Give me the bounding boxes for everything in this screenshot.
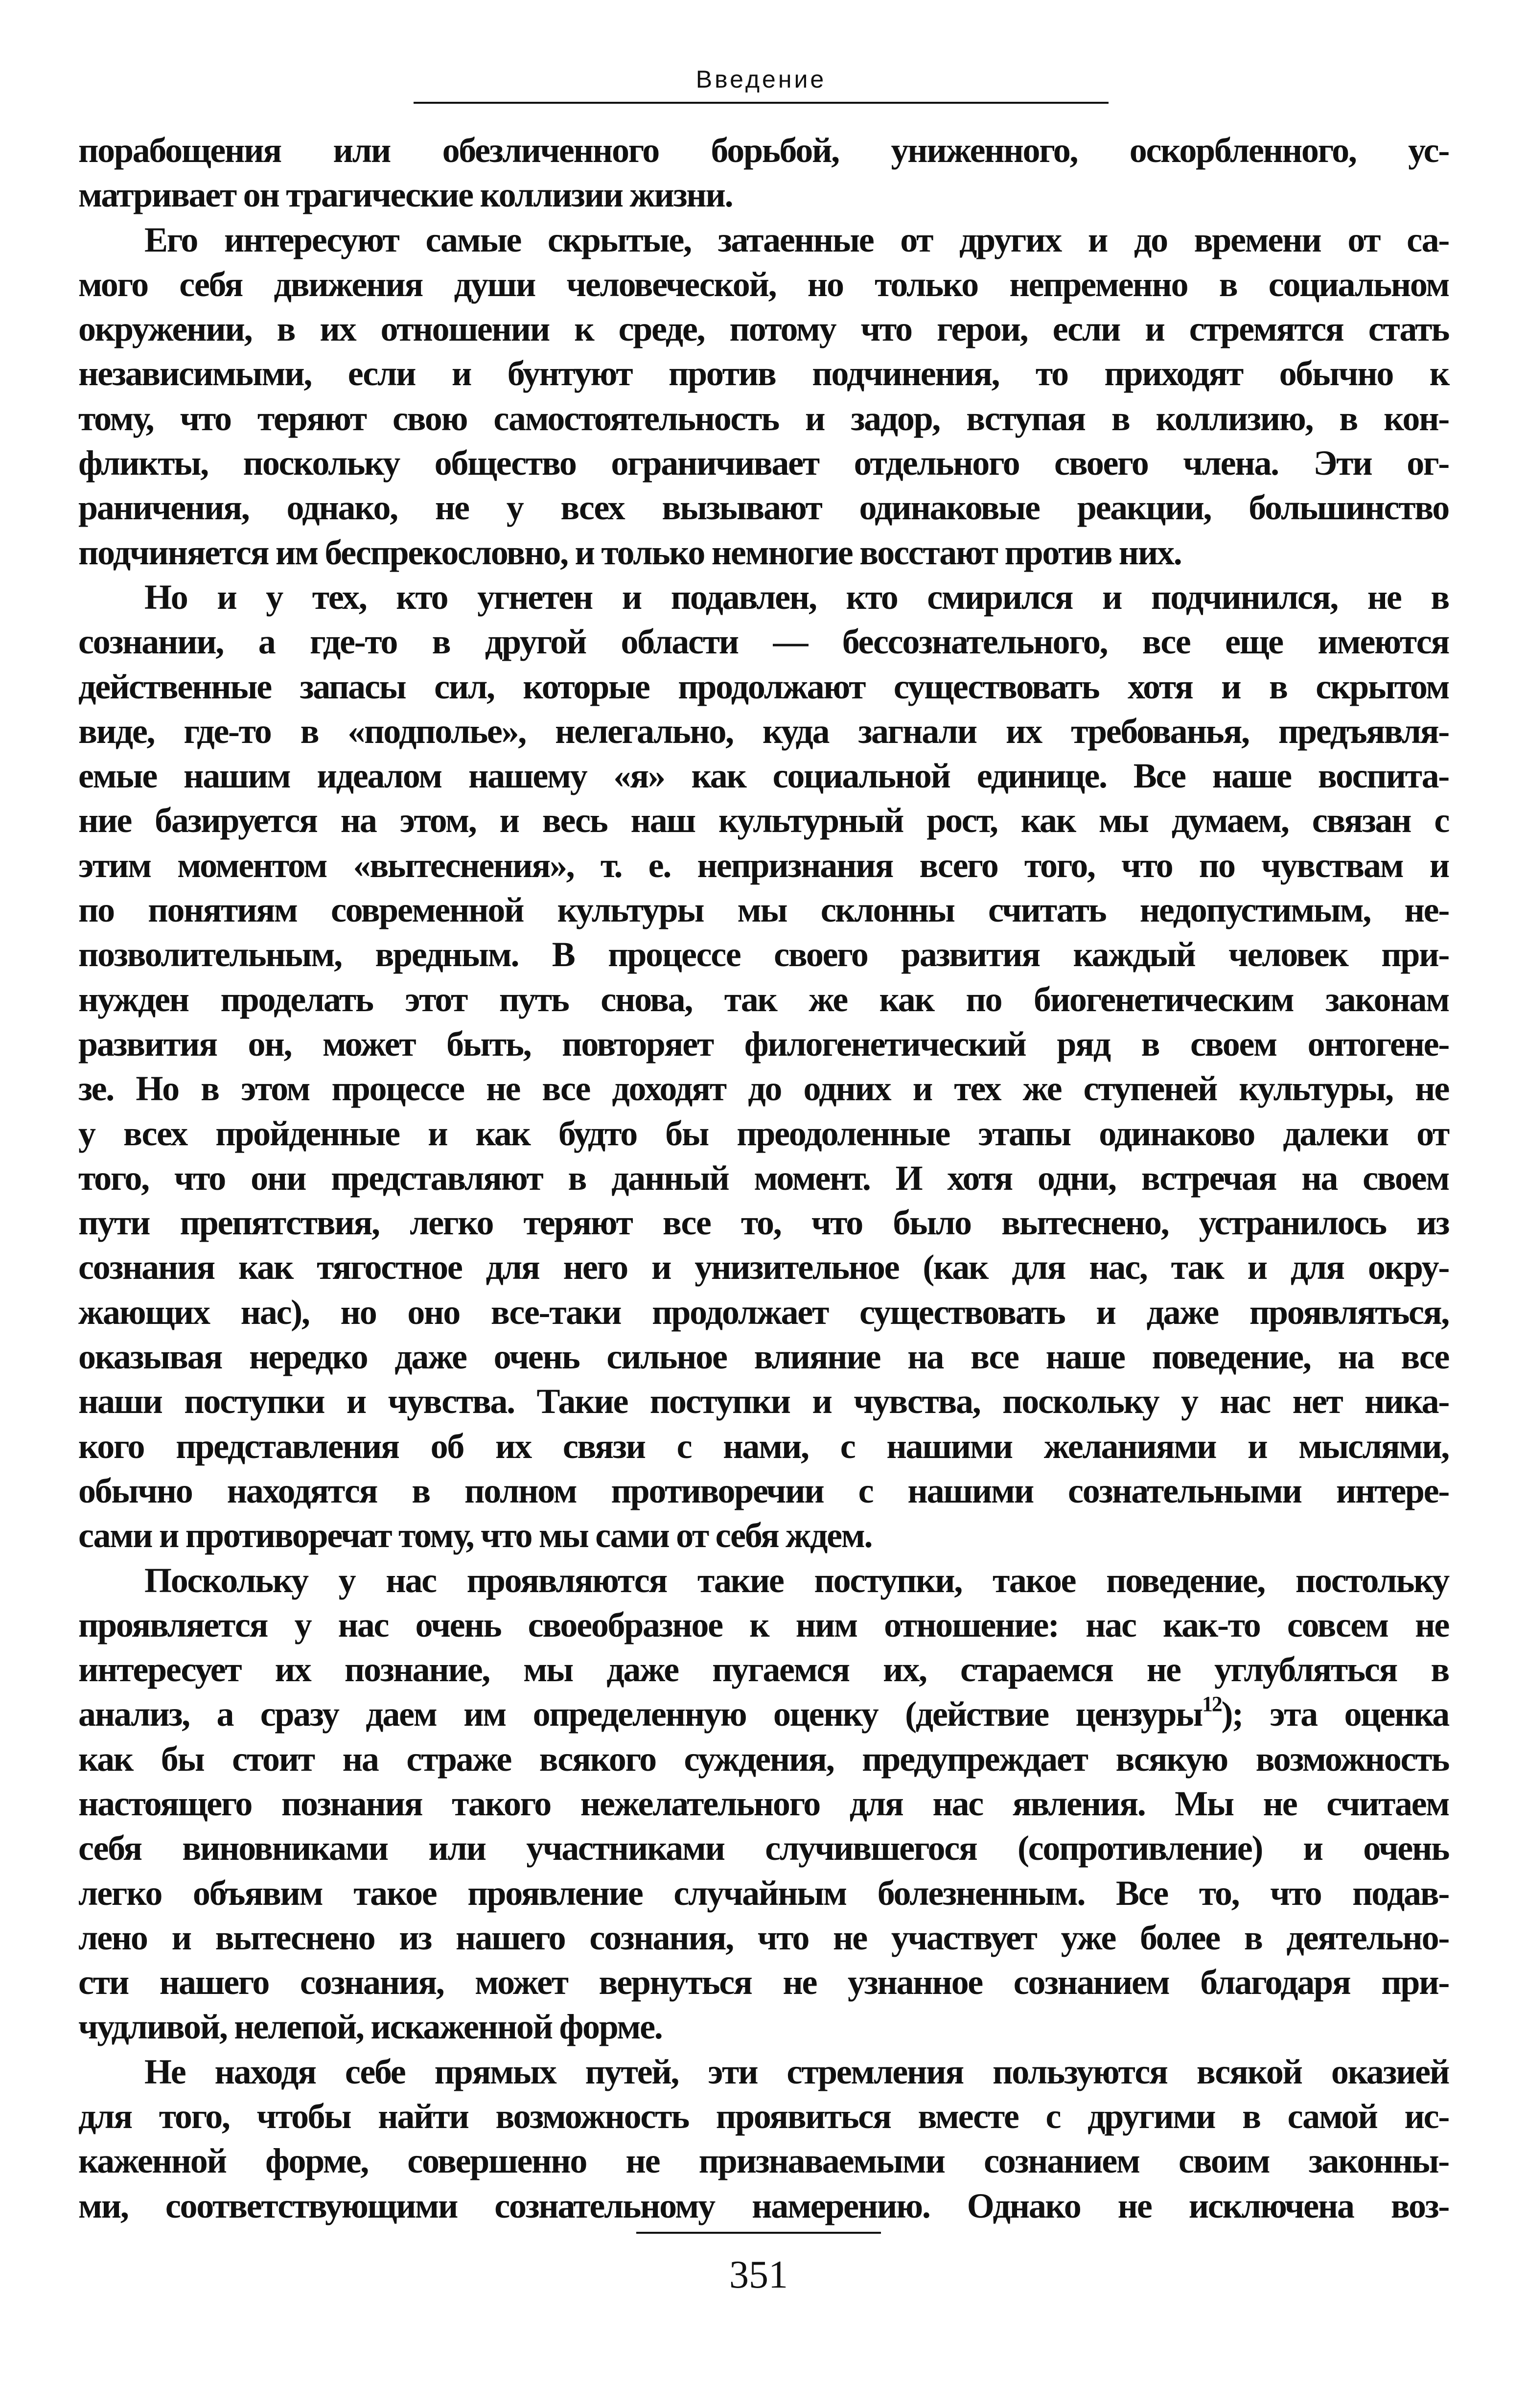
- paragraph-line: виде, где-то в «подполье», нелегально, куда загнали их требованья, предъявля-: [78, 711, 1449, 751]
- paragraph-line: действенные запасы сил, которые продолжают существовать хотя и в скрытом: [78, 667, 1449, 706]
- paragraph-line: сами и противоречат тому, что мы сами от себя ждем.: [78, 1516, 872, 1555]
- paragraph-line: подчиняется им беспрекословно, и только немногие восстают против них.: [78, 533, 1181, 572]
- paragraph-line: жающих нас), но оно все-таки продолжает существовать и даже проявляться,: [78, 1292, 1449, 1332]
- paragraph-line: ние базируется на этом, и весь наш культурный рост, как мы думаем, связан с: [78, 801, 1449, 840]
- paragraph-line: того, что они представляют в данный момент. И хотя одни, встречая на своем: [78, 1158, 1449, 1198]
- paragraph-line: фликты, поскольку общество ограничивает отдельного своего члена. Эти ог-: [78, 443, 1449, 483]
- page-number: 351: [729, 2253, 788, 2296]
- paragraph-line: окружении, в их отношении к среде, потому что герои, если и стремятся стать: [78, 309, 1449, 349]
- paragraph-line: независимыми, если и бунтуют против подчинения, то приходят обычно к: [78, 354, 1449, 394]
- paragraph-line: сознании, а где-то в другой области — бессознательного, все еще имеются: [78, 622, 1449, 662]
- line-text: анализ, а сразу даем им определенную оценку (действие цензуры: [78, 1694, 1203, 1734]
- running-head: Введение: [695, 66, 827, 93]
- paragraph-line: сти нашего сознания, может вернуться не узнанное сознанием благодаря при-: [78, 1963, 1449, 2002]
- paragraph-line: развития он, может быть, повторяет филогенетический ряд в своем онтогене-: [78, 1024, 1449, 1064]
- paragraph-line: как бы стоит на страже всякого суждения, предупреждает всякую возможность: [78, 1739, 1449, 1779]
- paragraph-line: порабощения или обезличенного борьбой, униженного, оскорбленного, ус-: [78, 131, 1449, 170]
- paragraph-line: раничения, однако, не у всех вызывают одинаковые реакции, большинство: [78, 488, 1449, 528]
- paragraph-line: мого себя движения души человеческой, но только непременно в социальном: [78, 264, 1449, 304]
- paragraph-line: чудливой, нелепой, искаженной форме.: [78, 2007, 662, 2047]
- paragraph-line: позволительным, вредным. В процессе своего развития каждый человек при-: [78, 935, 1449, 974]
- paragraph-line: нужден проделать этот путь снова, так же как по биогенетическим законам: [78, 979, 1449, 1019]
- paragraph-line: у всех пройденные и как будто бы преодоленные этапы одинаково далеки от: [78, 1113, 1449, 1153]
- paragraph-line: интересует их познание, мы даже пугаемся их, стараемся не углубляться в: [78, 1650, 1449, 1690]
- paragraph-line: Не находя себе прямых путей, эти стремления пользуются всякой оказией: [144, 2052, 1449, 2091]
- paragraph-line: тому, что теряют свою самостоятельность и задор, вступая в коллизию, в кон-: [78, 398, 1449, 438]
- header-rule: [414, 102, 1109, 104]
- paragraph-line: пути препятствия, легко теряют все то, что было вытеснено, устранилось из: [78, 1203, 1449, 1243]
- paragraph-line: этим моментом «вытеснения», т. е. непризнания всего того, что по чувствам и: [78, 845, 1449, 885]
- paragraph-line: настоящего познания такого нежелательного для нас явления. Мы не считаем: [78, 1783, 1449, 1823]
- paragraph-line: емые нашим идеалом нашему «я» как социальной единице. Все наше воспита-: [78, 756, 1449, 796]
- footer-rule: [636, 2232, 881, 2234]
- paragraph-line: легко объявим такое проявление случайным болезненным. Все то, что подав-: [78, 1873, 1449, 1913]
- paragraph-line: обычно находятся в полном противоречии с нашими сознательными интере-: [78, 1471, 1449, 1510]
- paragraph-line: ми, соответствующими сознательному намерению. Однако не исключена воз-: [78, 2186, 1449, 2225]
- paragraph-line: матривает он трагические коллизии жизни.: [78, 175, 733, 215]
- paragraph-line: кого представления об их связи с нами, с нашими желаниями и мыслями,: [78, 1426, 1449, 1466]
- paragraph-line: Поскольку у нас проявляются такие поступки, такое поведение, постольку: [144, 1560, 1449, 1600]
- paragraph-line: проявляется у нас очень своеобразное к ним отношение: нас как-то совсем не: [78, 1605, 1449, 1644]
- line-text-tail: ); эта оценка: [1221, 1694, 1449, 1734]
- paragraph-line: для того, чтобы найти возможность проявиться вместе с другими в самой ис-: [78, 2097, 1449, 2136]
- paragraph-line: каженной форме, совершенно не признаваемыми сознанием своим законны-: [78, 2141, 1449, 2181]
- footnote-reference[interactable]: 12: [1202, 1692, 1222, 1716]
- paragraph-line: Но и у тех, кто угнетен и подавлен, кто смирился и подчинился, не в: [144, 577, 1449, 617]
- paragraph-line-with-footnote: [78, 1692, 1449, 1737]
- paragraph-line: оказывая нередко даже очень сильное влияние на все наше поведение, на все: [78, 1337, 1449, 1377]
- paragraph-line: себя виновниками или участниками случившегося (сопротивление) и очень: [78, 1829, 1449, 1868]
- paragraph-line: зе. Но в этом процессе не все доходят до одних и тех же ступеней культуры, не: [78, 1069, 1449, 1109]
- body-text: [78, 128, 1449, 2228]
- paragraph-line: наши поступки и чувства. Такие поступки и чувства, поскольку у нас нет ника-: [78, 1382, 1449, 1421]
- paragraph-line: лено и вытеснено из нашего сознания, что не участвует уже более в деятельно-: [78, 1918, 1449, 1957]
- paragraph-line: сознания как тягостное для него и унизительное (как для нас, так и для окру-: [78, 1248, 1449, 1287]
- paragraph-line: Его интересуют самые скрытые, затаенные от других и до времени от са-: [144, 220, 1449, 259]
- paragraph-line: по понятиям современной культуры мы склонны считать недопустимым, не-: [78, 890, 1449, 930]
